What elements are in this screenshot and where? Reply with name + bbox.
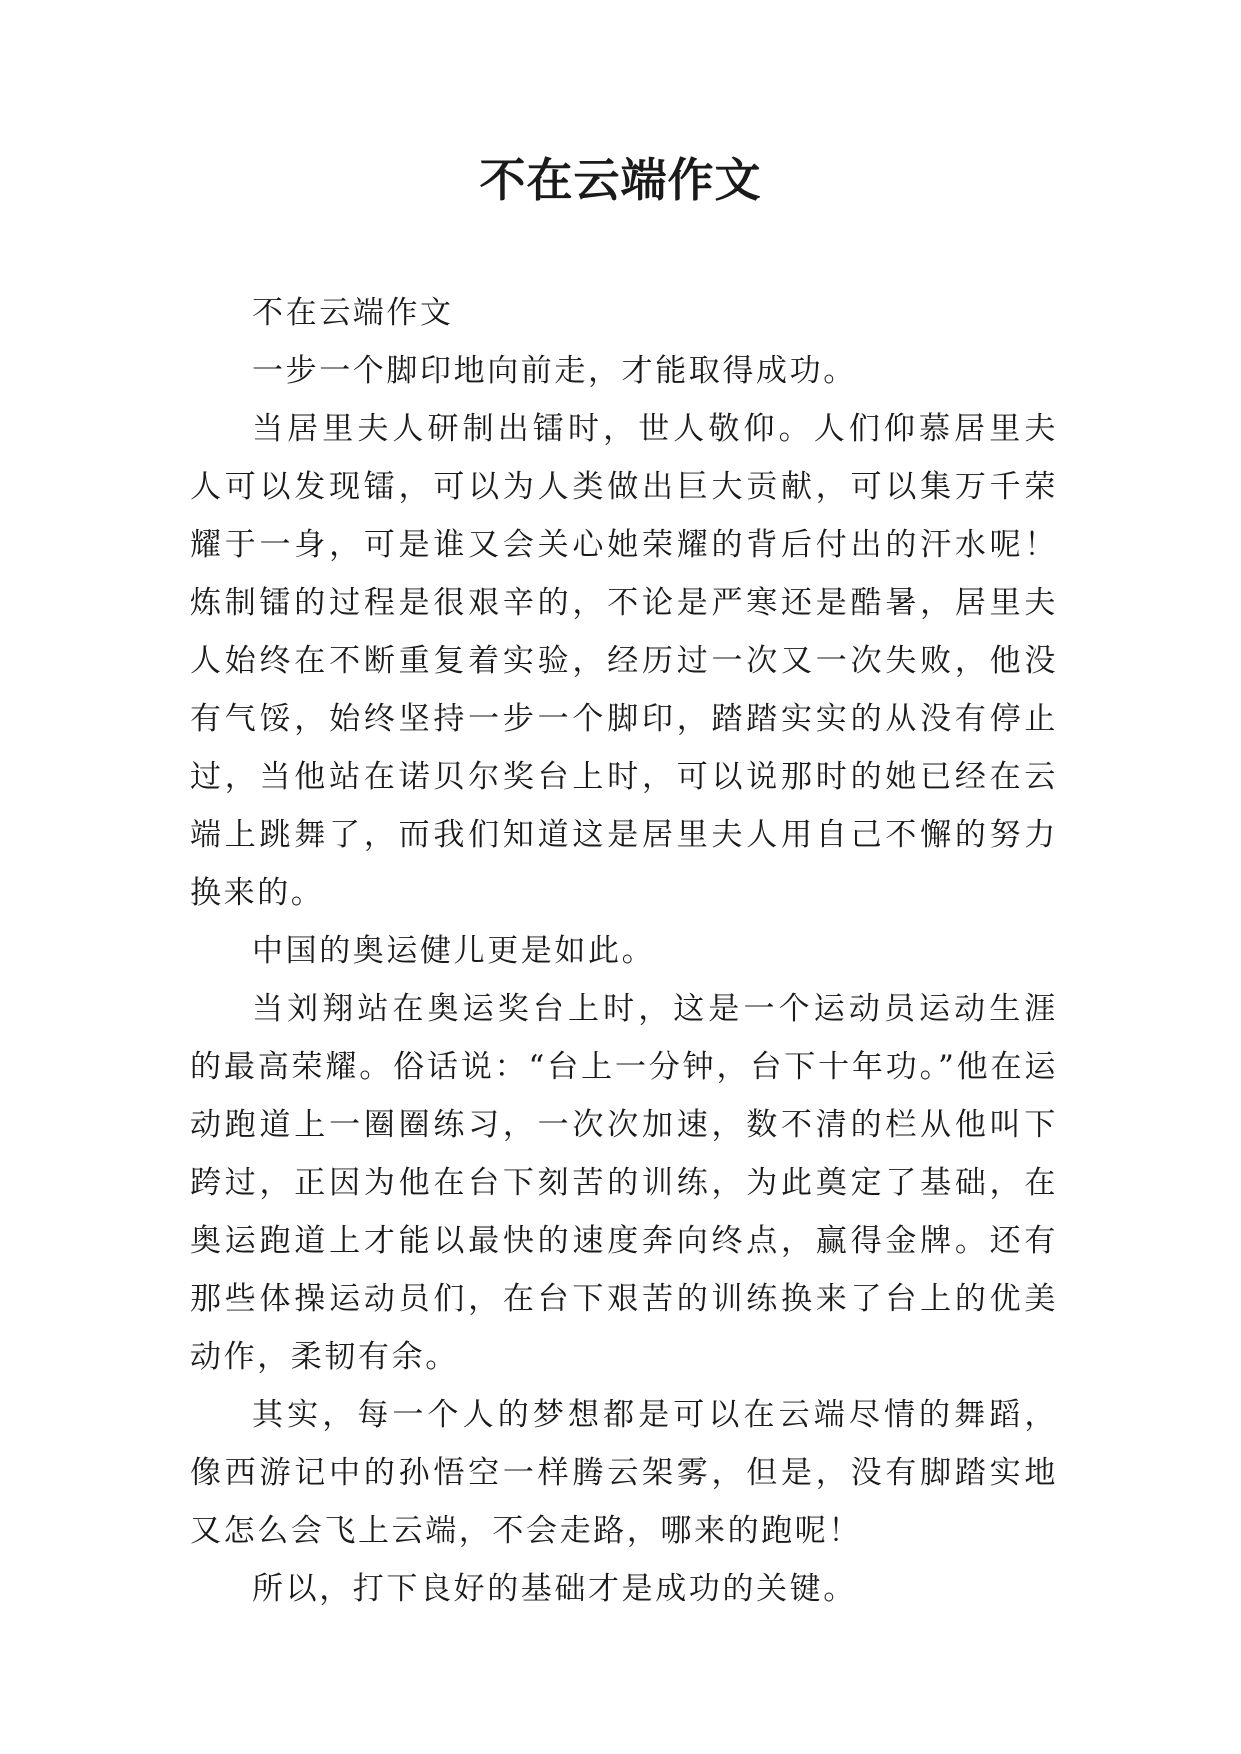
document-body [190, 284, 1058, 1618]
paragraph-conclusion: 所以，打下良好的基础才是成功的关键。 [252, 1571, 857, 1607]
paragraph-liu-xiang: 当刘翔站在奥运奖台上时，这是一个运动员运动生涯的最高荣耀。俗话说：“台上一分钟，台下十年功。”他在运动跑道上一圈圈练习，一次次加速，数不清的栏从他叫下跨过，正因为他在台下刻苦的训练，为此奠定了基础，在奥运跑道上才能以最快的速度奔向终点，赢得金牌。还有那些体操运动员们，在台下艰苦的训练换来了台上的优美动作，柔韧有余。 [190, 991, 1058, 1375]
paragraph-thesis: 一步一个脚印地向前走，才能取得成功。 [252, 353, 857, 389]
paragraph-dreams: 其实，每一个人的梦想都是可以在云端尽情的舞蹈，像西游记中的孙悟空一样腾云架雾，但是，没有脚踏实地又怎么会飞上云端，不会走路，哪来的跑呢！ [190, 1397, 1058, 1549]
paragraph-curie: 当居里夫人研制出镭时，世人敬仰。人们仰慕居里夫人可以发现镭，可以为人类做出巨大贡献，可以集万千荣耀于一身，可是谁又会关心她荣耀的背后付出的汗水呢！炼制镭的过程是很艰辛的，不论是严寒还是酷暑，居里夫人始终在不断重复着实验，经历过一次又一次失败，他没有气馁，始终坚持一步一个脚印，踏踏实实的从没有停止过，当他站在诺贝尔奖台上时，可以说那时的她已经在云端上跳舞了，而我们知道这是居里夫人用自己不懈的努力换来的。 [190, 411, 1058, 911]
document-title: 不在云端作文 [479, 153, 762, 207]
paragraph-olympics-intro: 中国的奥运健儿更是如此。 [252, 933, 656, 969]
paragraph-heading: 不在云端作文 [252, 295, 454, 331]
